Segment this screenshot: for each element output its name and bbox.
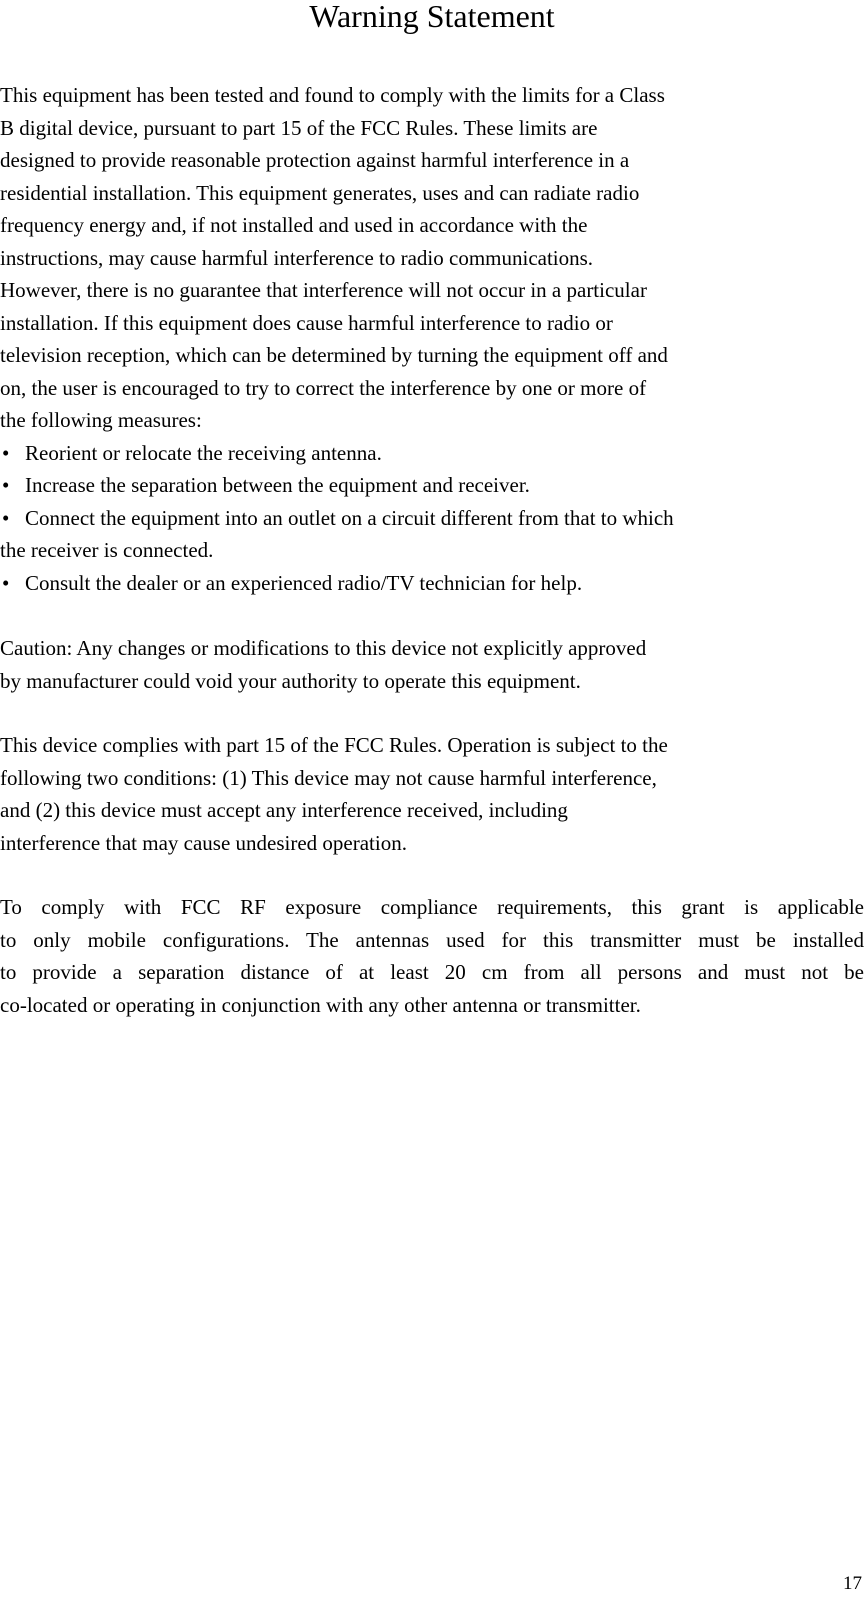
text-line: residential installation. This equipment generates, uses and can radiate radio [0, 180, 640, 205]
text-line: by manufacturer could void your authority to operate this equipment. [0, 668, 581, 693]
measure-item [0, 469, 864, 502]
text-line: television reception, which can be determined by turning the equipment off and [0, 343, 668, 367]
measure-text: Reorient or relocate the receiving antenna. [25, 440, 382, 465]
measure-item [0, 567, 864, 600]
text-line: to only mobile configurations. The antennas used for this transmitter must be installed [0, 927, 864, 952]
measure-item [0, 437, 864, 470]
page-title: Warning Statement [309, 0, 555, 34]
part15-compliance-statement [0, 729, 864, 859]
text-line: designed to provide reasonable protection against harmful interference in a [0, 148, 630, 172]
text-line: following two conditions: (1) This device may not cause harmful interference, [0, 765, 657, 790]
fcc-class-b-statement [0, 79, 864, 599]
text-line: Caution: Any changes or modifications to this device not explicitly approved [0, 636, 647, 660]
text-line: instructions, may cause harmful interference to radio communications. [0, 245, 594, 270]
text-line: co-located or operating in conjunction with any other antenna or transmitter. [0, 992, 641, 1017]
text-line: This equipment has been tested and found to comply with the limits for a Class [0, 83, 665, 107]
caution-statement [0, 632, 864, 697]
text-line: However, there is no guarantee that interference will not occur in a particular [0, 278, 647, 302]
text-line: to provide a separation distance of at least 20 cm from all persons and must not be [0, 960, 864, 984]
text-line: installation. If this equipment does cause harmful interference to radio or [0, 310, 613, 335]
page-number: 17 [843, 1573, 862, 1594]
measure-item [0, 502, 864, 535]
measure-text: Connect the equipment into an outlet on a circuit different from that to which [25, 505, 674, 530]
rf-exposure-statement [0, 891, 864, 1021]
text-line: B digital device, pursuant to part 15 of the FCC Rules. These limits are [0, 115, 598, 140]
measure-text: Consult the dealer or an experienced radio/TV technician for help. [25, 570, 583, 595]
measure-continuation: the receiver is connected. [0, 538, 214, 562]
text-line: This device complies with part 15 of the FCC Rules. Operation is subject to the [0, 733, 668, 757]
bullet-icon: • [2, 505, 10, 530]
text-line: on, the user is encouraged to try to correct the interference by one or more of [0, 375, 647, 400]
bullet-icon: • [2, 570, 10, 595]
text-line: and (2) this device must accept any interference received, including [0, 798, 568, 822]
text-line: frequency energy and, if not installed and used in accordance with the [0, 213, 588, 237]
text-line: To comply with FCC RF exposure compliance requirements, this grant is applicable [0, 895, 864, 919]
text-line: the following measures: [0, 408, 202, 432]
measure-text: Increase the separation between the equipment and receiver. [25, 473, 530, 497]
bullet-icon: • [2, 440, 10, 465]
text-line: interference that may cause undesired operation. [0, 830, 407, 855]
bullet-icon: • [2, 473, 10, 497]
